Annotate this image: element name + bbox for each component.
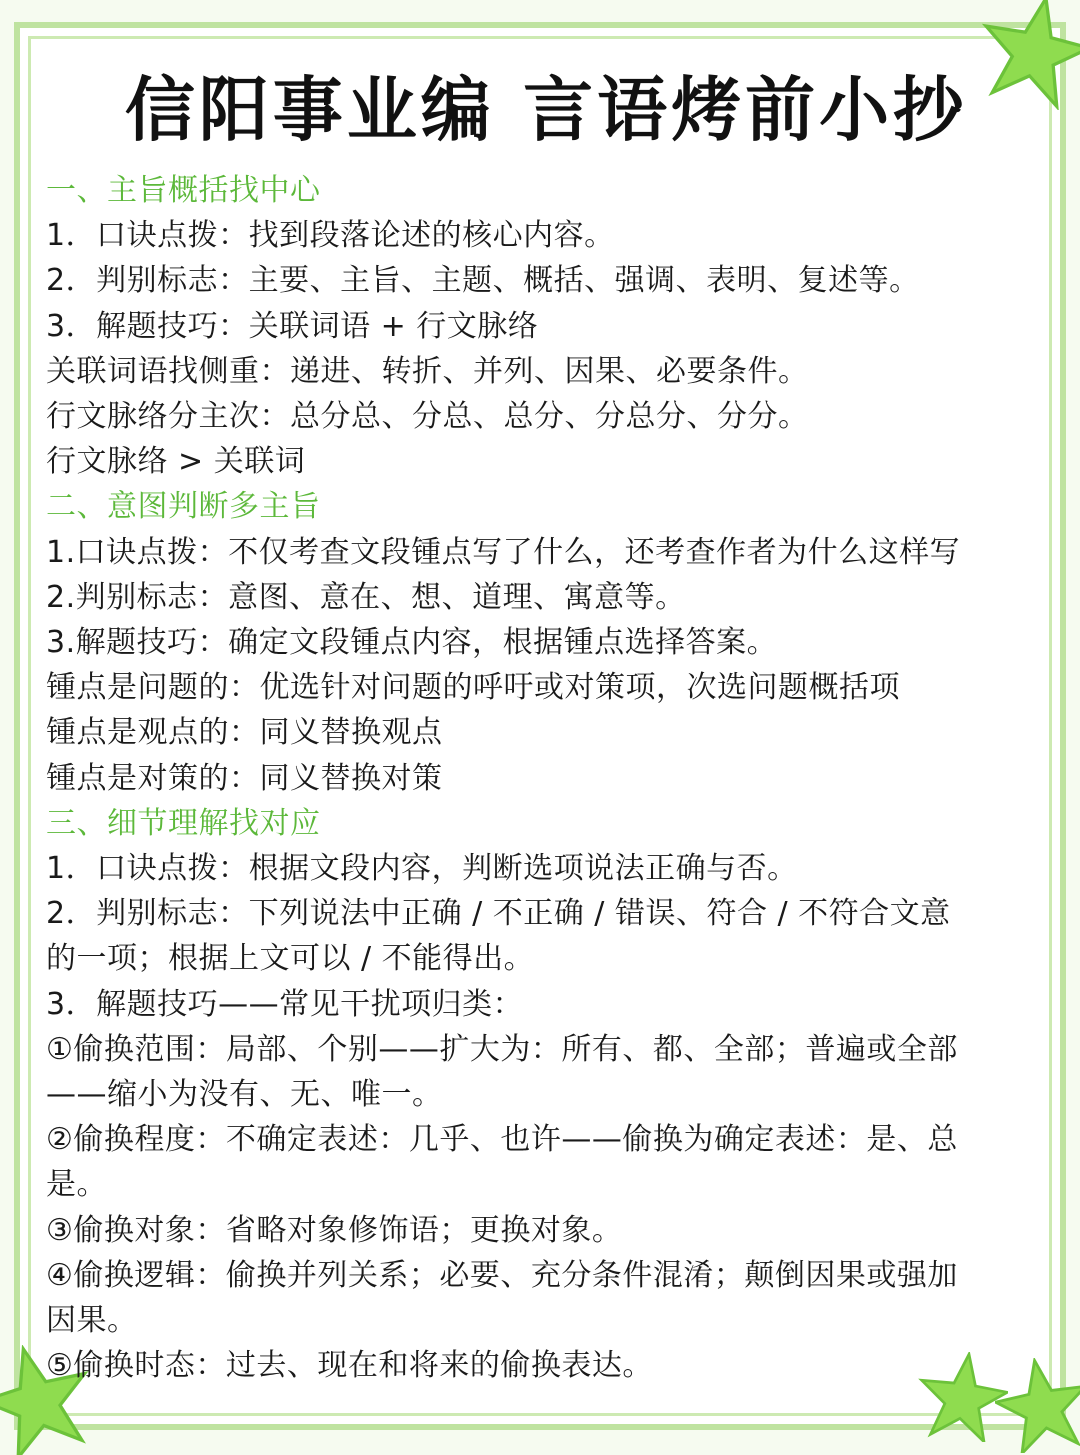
text-line: ——缩小为没有、无、唯一。 (46, 1077, 443, 1113)
text-line: 1.口诀点拨：不仅考查文段锺点写了什么，还考查作者为什么这样写 (46, 534, 961, 570)
document-body (46, 60, 1046, 1388)
text-line: 的一项；根据上文可以 / 不能得出。 (46, 941, 535, 977)
document-lines (46, 168, 1046, 1388)
text-line: 1．口诀点拨：找到段落论述的核心内容。 (46, 218, 615, 254)
text-line: 锺点是问题的：优选针对问题的呼吁或对策项，次选问题概括项 (46, 670, 900, 706)
section-heading: 三、细节理解找对应 (46, 805, 321, 841)
text-line: 因果。 (46, 1303, 138, 1339)
section-heading: 二、意图判断多主旨 (46, 489, 321, 525)
text-line: 2.判别标志：意图、意在、想、道理、寓意等。 (46, 579, 686, 615)
text-line: ④偷换逻辑：偷换并列关系；必要、充分条件混淆；颠倒因果或强加 (46, 1257, 958, 1293)
text-line: 行文脉络分主次：总分总、分总、总分、分总分、分分。 (46, 399, 809, 435)
text-line: 关联词语找侧重：递进、转折、并列、因果、必要条件。 (46, 353, 809, 389)
text-line: ①偷换范围：局部、个别——扩大为：所有、都、全部；普遍或全部 (46, 1031, 958, 1067)
text-line: ②偷换程度：不确定表述：几乎、也许——偷换为确定表述：是、总 (46, 1122, 958, 1158)
text-line: ⑤偷换时态：过去、现在和将来的偷换表达。 (46, 1348, 653, 1384)
text-line: 是。 (46, 1167, 107, 1203)
text-line: 3．解题技巧：关联词语 + 行文脉络 (46, 308, 539, 344)
section-heading: 一、主旨概括找中心 (46, 173, 321, 208)
text-line: 2．判别标志：下列说法中正确 / 不正确 / 错误、符合 / 不符合文意 (46, 896, 951, 932)
text-line: 2．判别标志：主要、主旨、主题、概括、强调、表明、复述等。 (46, 263, 920, 299)
text-line: 行文脉络 > 关联词 (46, 444, 306, 480)
text-line: 3．解题技巧——常见干扰项归类： (46, 986, 524, 1022)
page-title: 信阳事业编 言语烤前小抄 (124, 69, 968, 151)
text-line: 3.解题技巧：确定文段锺点内容，根据锺点选择答案。 (46, 625, 778, 661)
text-line: 锺点是观点的：同义替换观点 (46, 715, 443, 751)
text-line: ③偷换对象：省略对象修饰语；更换对象。 (46, 1212, 623, 1248)
text-line: 1．口诀点拨：根据文段内容，判断选项说法正确与否。 (46, 851, 798, 887)
text-line: 锺点是对策的：同义替换对策 (46, 760, 443, 796)
